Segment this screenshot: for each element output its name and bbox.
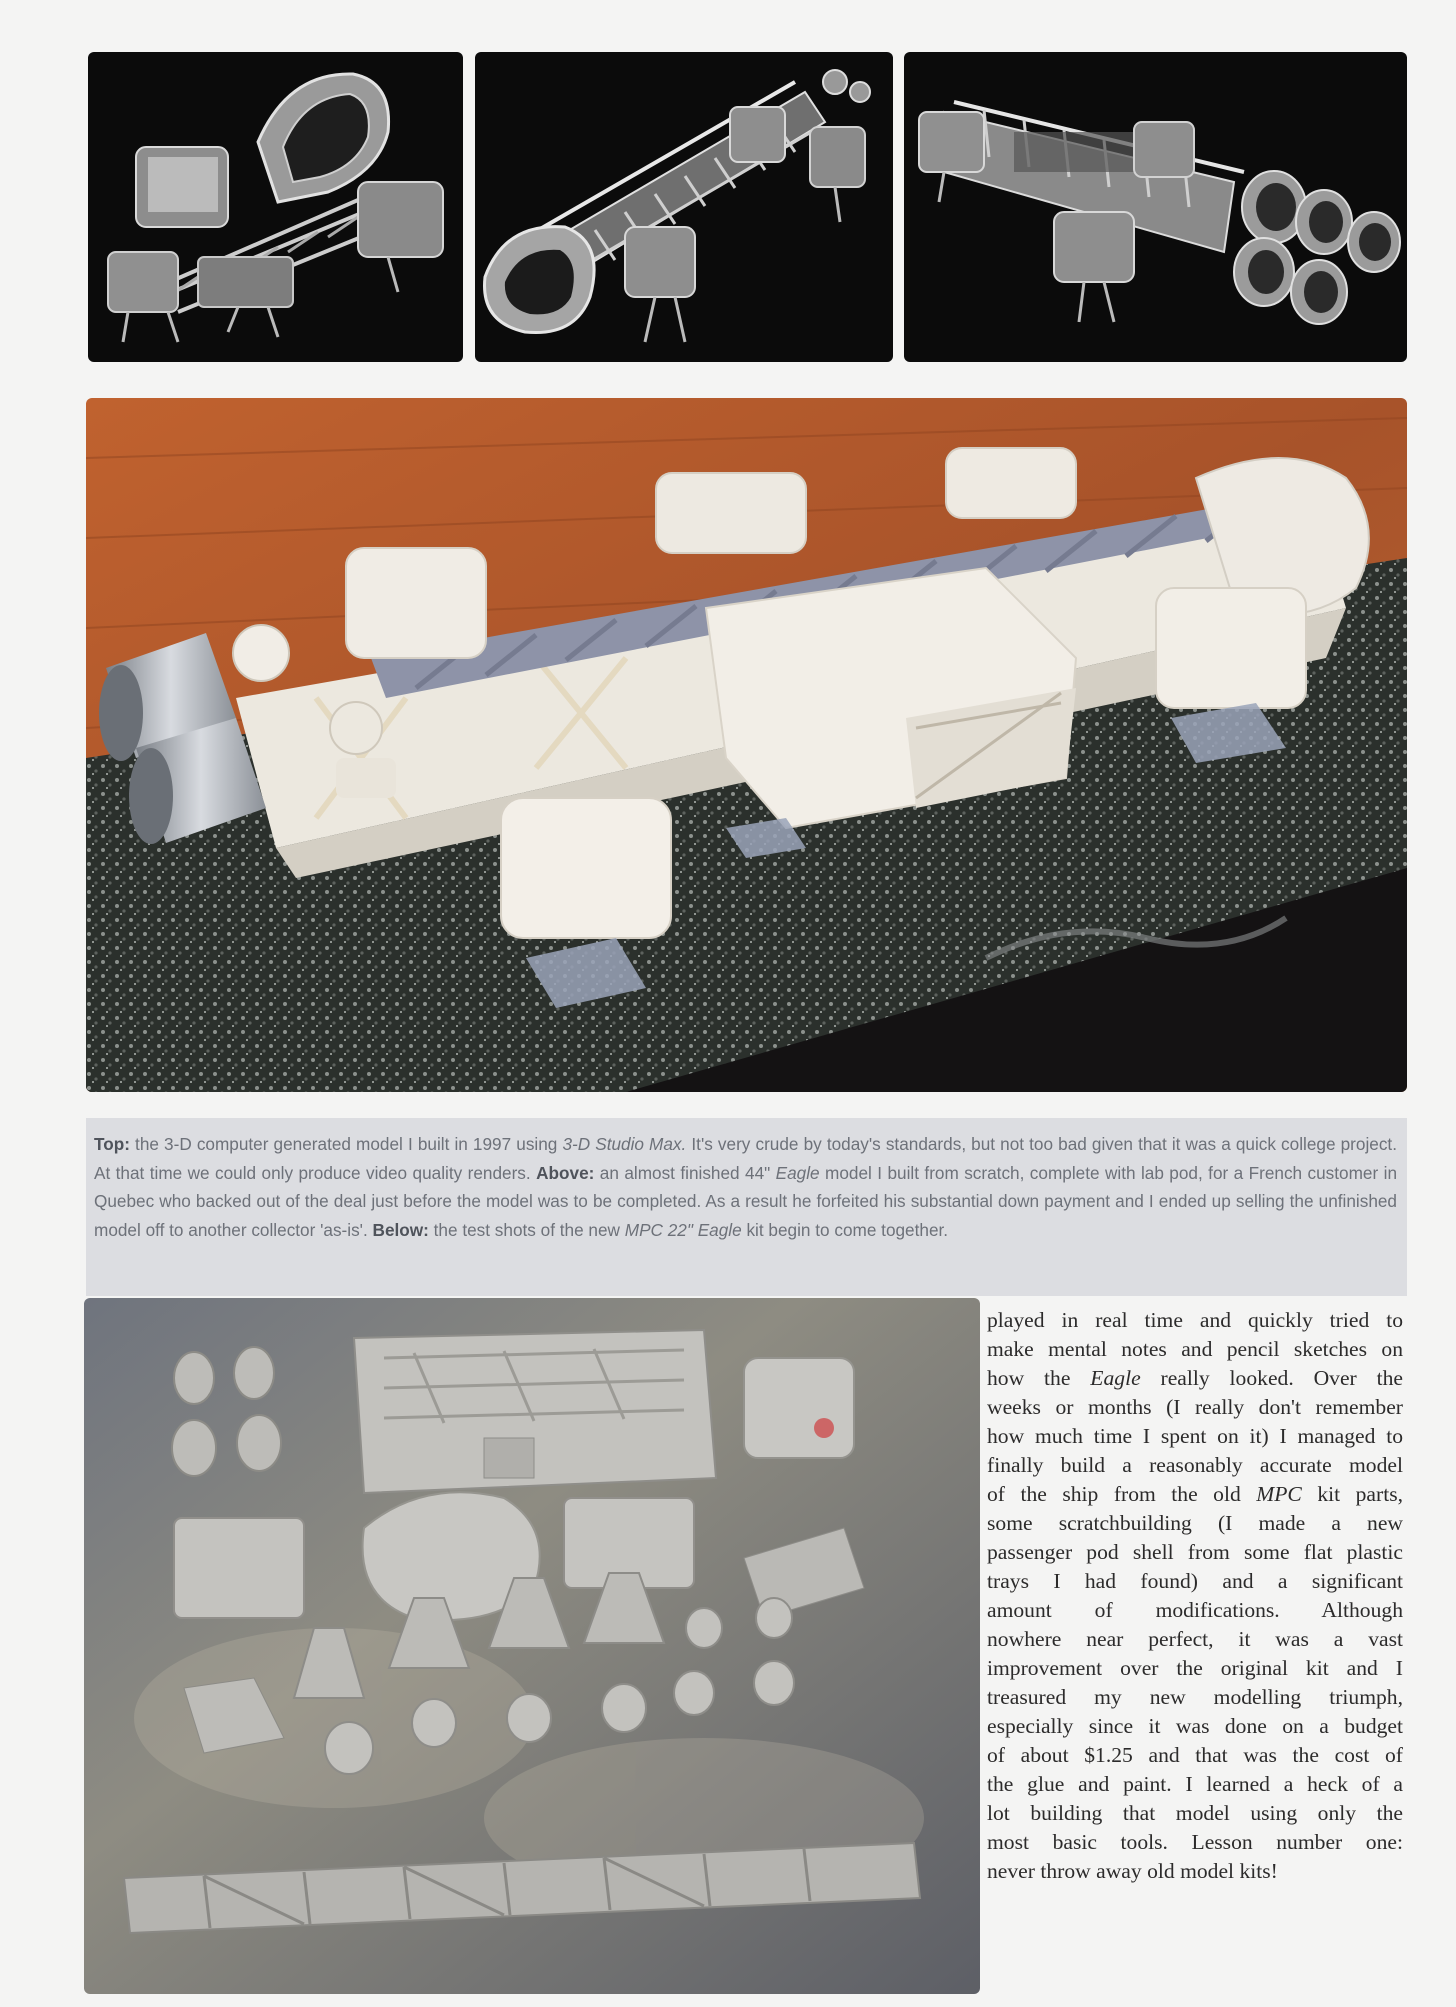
article-line: passenger pod shell from some flat plastic — [987, 1540, 1403, 1564]
caption-below-text-a: the test shots of the new — [428, 1219, 625, 1240]
caption-top-text-b: It's very crude by today's standards, but not too bad given that it was a quick college project. At that time we could only produce video quality renders. — [94, 1134, 1397, 1183]
article-line: how much time I spent on it) I managed to — [987, 1424, 1403, 1448]
article-line: the glue and paint. I learned a heck of a — [987, 1772, 1403, 1796]
caption-above-text-b: model I built from scratch, complete with lab pod, for a French customer in Quebec who backed out of the deal just before the model was to be completed. As a result he forfeited his substantial down payment and I ended up selling the unfinished model off to another collector 'as-is'. — [94, 1162, 1398, 1240]
article-line: trays I had found) and a significant — [987, 1569, 1403, 1593]
article-line: amount of modifications. Although — [987, 1598, 1403, 1622]
caption-top-software: 3-D Studio Max. — [562, 1134, 687, 1154]
article-line: of the ship from the old MPC kit parts, — [987, 1482, 1403, 1506]
render-photo-side-view — [475, 52, 893, 362]
photo-caption — [86, 1118, 1407, 1296]
caption-below-text-b: kit begin to come together. — [741, 1219, 949, 1240]
article-line: most basic tools. Lesson number one: — [987, 1830, 1403, 1854]
caption-above-text-a: an almost finished 44" — [594, 1162, 776, 1183]
kit-parts-photo — [84, 1298, 980, 1994]
article-line: how the Eagle really looked. Over the — [987, 1366, 1403, 1390]
render-photo-front-view — [88, 52, 463, 362]
article-line: especially since it was done on a budget — [987, 1714, 1403, 1738]
article-line: treasured my new modelling triumph, — [987, 1685, 1403, 1709]
article-line: improvement over the original kit and I — [987, 1656, 1403, 1680]
caption-top-text-a: the 3-D computer generated model I built in 1997 using — [129, 1134, 563, 1154]
article-line: of about $1.25 and that was the cost of — [987, 1743, 1403, 1767]
caption-below-kit: MPC 22" Eagle — [624, 1219, 742, 1240]
article-line: never throw away old model kits! — [987, 1859, 1278, 1883]
caption-top-label: Top: — [94, 1134, 130, 1154]
article-body-text — [987, 1306, 1403, 1886]
caption-above-eagle: Eagle — [775, 1162, 820, 1183]
eagle-model-photo — [86, 398, 1407, 1092]
caption-above-label: Above: — [536, 1162, 595, 1183]
article-line: make mental notes and pencil sketches on — [987, 1337, 1403, 1361]
article-line: some scratchbuilding (I made a new — [987, 1511, 1403, 1535]
caption-below-label: Below: — [372, 1219, 429, 1240]
article-line: finally build a reasonably accurate model — [987, 1453, 1403, 1477]
article-line: played in real time and quickly tried to — [987, 1308, 1403, 1332]
article-line: nowhere near perfect, it was a vast — [987, 1627, 1403, 1651]
article-line: weeks or months (I really don't remember — [987, 1395, 1403, 1419]
article-line: lot building that model using only the — [987, 1801, 1403, 1825]
render-photo-rear-view — [904, 52, 1407, 362]
